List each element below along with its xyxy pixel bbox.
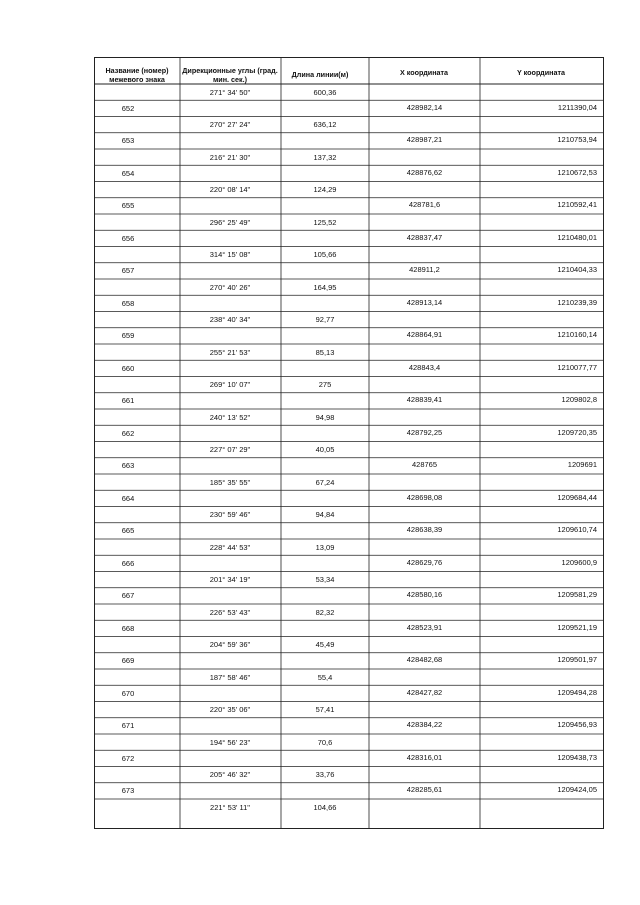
marker-number: 671: [121, 721, 135, 731]
x-coordinate: 428629,76: [406, 557, 443, 567]
x-coordinate: 428843,4: [408, 362, 441, 372]
y-coordinate: 1210404,33: [557, 265, 597, 275]
line-length: 124,29: [313, 185, 337, 194]
y-coordinate: 1209691: [567, 460, 597, 470]
y-coordinate: 1209802,8: [561, 395, 597, 405]
bearing-angle: 194° 56' 23": [209, 737, 251, 747]
x-coordinate: 428638,39: [406, 525, 443, 535]
bearing-angle: 270° 40' 26": [209, 282, 251, 292]
x-coordinate: 428864,91: [406, 330, 443, 340]
y-coordinate: 1210480,01: [557, 232, 597, 242]
line-length: 53,34: [315, 575, 335, 584]
marker-number: 665: [121, 526, 135, 536]
y-coordinate: 1209581,29: [557, 590, 597, 600]
line-length: 40,05: [315, 445, 335, 454]
marker-number: 666: [121, 558, 135, 568]
x-coordinate: 428792,25: [406, 427, 443, 437]
line-length: 33,76: [315, 770, 335, 779]
y-coordinate: 1209438,73: [557, 752, 597, 762]
y-coordinate: 1209456,93: [557, 720, 597, 730]
x-coordinate: 428781,6: [408, 200, 441, 210]
x-coordinate: 428482,68: [406, 655, 443, 665]
marker-number: 655: [121, 201, 135, 211]
line-length: 125,52: [313, 217, 337, 227]
y-coordinate: 1210160,14: [557, 330, 597, 340]
line-length: 13,09: [315, 542, 335, 552]
marker-number: 654: [121, 168, 135, 178]
y-coordinate: 1210592,41: [557, 200, 597, 210]
bearing-angle: 270° 27' 24": [209, 120, 251, 129]
marker-number: 662: [121, 428, 135, 438]
bearing-angle: 240° 13' 52": [209, 412, 251, 422]
bearing-angle: 204° 59' 36": [209, 640, 251, 649]
x-coordinate: 428765: [411, 460, 438, 470]
x-coordinate: 428384,22: [406, 720, 443, 730]
line-length: 92,77: [315, 315, 335, 324]
y-coordinate: 1209424,05: [557, 785, 597, 795]
line-length: 94,84: [315, 510, 335, 519]
line-length: 55,4: [317, 672, 333, 682]
bearing-angle: 226° 53' 43": [209, 607, 251, 617]
marker-number: 656: [121, 233, 135, 243]
bearing-angle: 185° 35' 55": [209, 477, 251, 487]
bearing-angle: 227° 07' 29": [209, 445, 251, 454]
bearing-angle: 205° 46' 32": [209, 770, 251, 779]
line-length: 105,66: [313, 250, 337, 259]
line-length: 104,66: [313, 802, 337, 812]
marker-number: 657: [121, 266, 135, 276]
x-coordinate: 428987,21: [406, 135, 443, 145]
bearing-angle: 314° 15' 08": [209, 250, 251, 259]
marker-number: 664: [121, 493, 135, 503]
line-length: 137,32: [313, 152, 337, 162]
y-coordinate: 1211390,04: [557, 102, 597, 112]
coordinates-table: [94, 57, 604, 829]
bearing-angle: 271° 34' 50": [209, 87, 251, 97]
line-length: 70,6: [317, 737, 333, 747]
marker-number: 668: [121, 623, 135, 633]
bearing-angle: 296° 25' 49": [209, 217, 251, 227]
x-coordinate: 428837,47: [406, 232, 443, 242]
bearing-angle: 228° 44' 53": [209, 542, 251, 552]
x-coordinate: 428913,14: [406, 297, 443, 307]
marker-number: 669: [121, 656, 135, 666]
y-coordinate: 1209600,9: [561, 557, 597, 567]
y-coordinate: 1209720,35: [557, 427, 597, 437]
bearing-angle: 187° 58' 46": [209, 672, 251, 682]
y-coordinate: 1210239,39: [557, 297, 597, 307]
bearing-angle: 216° 21' 30": [209, 152, 251, 162]
line-length: 57,41: [315, 705, 335, 714]
marker-number: 667: [121, 591, 135, 601]
header-name: Название (номер) межевого знака: [105, 66, 169, 84]
x-coordinate: 428982,14: [406, 102, 443, 112]
x-coordinate: 428698,08: [406, 492, 443, 502]
x-coordinate: 428316,01: [406, 752, 443, 762]
x-coordinate: 428427,82: [406, 687, 443, 697]
marker-number: 659: [121, 331, 135, 341]
bearing-angle: 230° 59' 46": [209, 510, 251, 519]
header-x: X координата: [399, 68, 449, 77]
header-length: Длина линии(м): [291, 70, 349, 79]
x-coordinate: 428876,62: [406, 167, 443, 177]
y-coordinate: 1209521,19: [557, 622, 597, 632]
line-length: 164,95: [313, 282, 337, 292]
line-length: 67,24: [315, 477, 335, 487]
bearing-angle: 238° 40' 34": [209, 315, 251, 324]
x-coordinate: 428285,61: [406, 785, 443, 795]
bearing-angle: 255° 21' 53": [209, 347, 251, 357]
bearing-angle: 220° 35' 06": [209, 705, 251, 714]
marker-number: 670: [121, 688, 135, 698]
line-length: 45,49: [315, 640, 335, 649]
header-angle: Дирекционные углы (град. мин. сек.): [182, 66, 278, 84]
bearing-angle: 221° 53' 11": [210, 802, 250, 812]
y-coordinate: 1210753,94: [557, 135, 597, 145]
marker-number: 673: [121, 786, 135, 796]
header-y: Y координата: [517, 68, 565, 77]
marker-number: 653: [121, 136, 135, 146]
y-coordinate: 1209501,97: [557, 655, 597, 665]
marker-number: 672: [121, 753, 135, 763]
line-length: 636,12: [313, 120, 337, 129]
y-coordinate: 1210672,53: [557, 167, 597, 177]
marker-number: 660: [121, 363, 135, 373]
x-coordinate: 428523,91: [406, 622, 443, 632]
marker-number: 652: [121, 103, 135, 113]
bearing-angle: 269° 10' 07": [209, 380, 251, 389]
x-coordinate: 428839,41: [406, 395, 443, 405]
x-coordinate: 428580,16: [406, 590, 443, 600]
y-coordinate: 1209494,28: [557, 687, 597, 697]
line-length: 600,36: [313, 87, 337, 97]
marker-number: 663: [121, 461, 135, 471]
y-coordinate: 1209684,44: [557, 492, 597, 502]
marker-number: 661: [121, 396, 135, 406]
line-length: 94,98: [315, 412, 335, 422]
y-coordinate: 1209610,74: [557, 525, 597, 535]
x-coordinate: 428911,2: [409, 265, 440, 275]
bearing-angle: 220° 08' 14": [209, 185, 251, 194]
bearing-angle: 201° 34' 19": [209, 575, 251, 584]
marker-number: 658: [121, 298, 135, 308]
line-length: 275: [318, 380, 332, 389]
line-length: 85,13: [315, 347, 335, 357]
y-coordinate: 1210077,77: [557, 362, 597, 372]
line-length: 82,32: [315, 607, 335, 617]
